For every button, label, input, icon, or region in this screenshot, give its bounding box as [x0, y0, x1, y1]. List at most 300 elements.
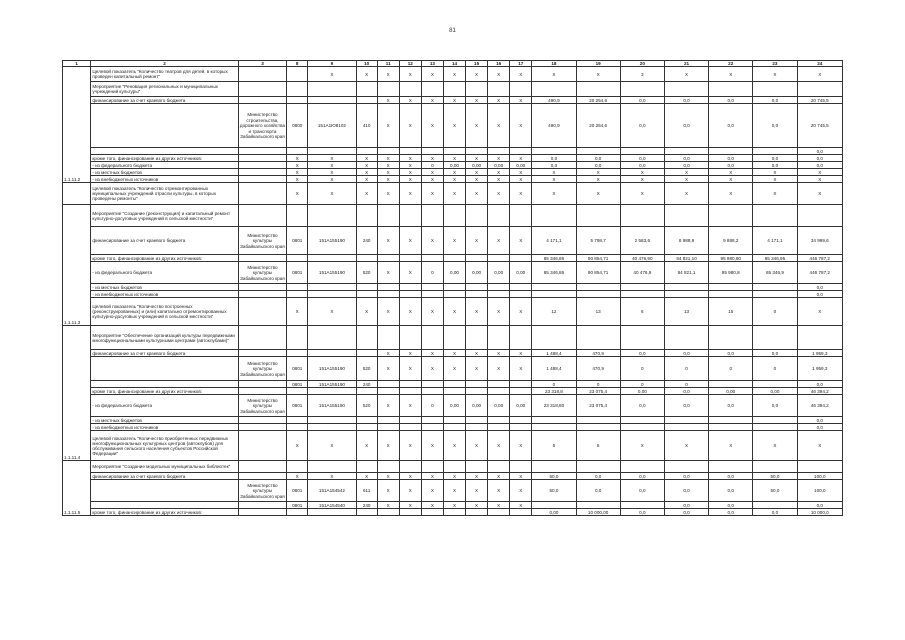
table-cell: Х — [510, 176, 532, 183]
table-cell: Х — [377, 67, 399, 82]
table-cell — [797, 326, 842, 350]
column-number-header: 20 — [620, 61, 664, 67]
table-cell — [664, 424, 708, 431]
table-cell: 0 — [421, 162, 443, 169]
table-cell: 0,0 — [664, 473, 708, 480]
table-cell: Х — [753, 431, 797, 461]
row-description: финансирование за счет краевого бюджета — [91, 227, 238, 255]
table-cell — [421, 326, 443, 350]
table-cell — [377, 509, 399, 516]
table-cell — [797, 205, 842, 227]
table-cell: Х — [421, 67, 443, 82]
table-cell — [576, 291, 620, 298]
table-cell — [664, 82, 708, 97]
table-cell — [308, 82, 356, 97]
table-cell: 446 787,2 — [797, 255, 842, 262]
responsible-executor — [238, 176, 286, 183]
table-cell: Х — [377, 227, 399, 255]
row-description — [91, 381, 238, 388]
table-cell: Х — [753, 67, 797, 82]
table-cell — [287, 461, 308, 473]
table-cell: 151А155190 — [308, 357, 356, 381]
table-cell — [356, 148, 377, 155]
table-cell — [709, 284, 753, 291]
table-cell: Х — [356, 169, 377, 176]
table-cell: 0,0 — [753, 97, 797, 104]
table-cell: Х — [308, 162, 356, 169]
table-cell: Х — [356, 176, 377, 183]
table-cell: Х — [576, 176, 620, 183]
table-cell: 0,00 — [466, 162, 488, 169]
table-cell: 46 394,2 — [797, 395, 842, 417]
table-cell: Х — [287, 183, 308, 205]
table-cell — [709, 291, 753, 298]
row-description: финансирование за счет краевого бюджета — [91, 473, 238, 480]
table-cell — [421, 509, 443, 516]
table-row — [63, 298, 843, 326]
row-description — [91, 502, 238, 509]
column-number-header: 16 — [488, 61, 510, 67]
column-number-header: 23 — [753, 61, 797, 67]
table-cell: 0,0 — [709, 395, 753, 417]
table-cell: Х — [399, 104, 421, 148]
table-cell: Х — [797, 169, 842, 176]
table-cell: Х — [488, 67, 510, 82]
table-cell — [443, 284, 465, 291]
table-cell: Х — [377, 104, 399, 148]
table-cell: Х — [664, 169, 708, 176]
table-cell — [620, 284, 664, 291]
table-cell: Х — [399, 183, 421, 205]
table-cell: Х — [399, 176, 421, 183]
table-cell: 0,0 — [709, 502, 753, 509]
responsible-executor — [238, 82, 286, 97]
table-cell: Х — [287, 155, 308, 162]
table-cell — [443, 255, 465, 262]
table-cell: Х — [709, 67, 753, 82]
table-cell — [356, 461, 377, 473]
table-cell — [287, 326, 308, 350]
table-cell — [466, 82, 488, 97]
row-description — [91, 357, 238, 381]
table-cell — [377, 388, 399, 395]
responsible-executor — [238, 388, 286, 395]
table-cell — [443, 205, 465, 227]
table-cell — [532, 148, 576, 155]
responsible-executor — [238, 183, 286, 205]
row-description: - из местных бюджетов — [91, 284, 238, 291]
table-cell: Х — [488, 473, 510, 480]
table-cell: Х — [308, 169, 356, 176]
table-row — [63, 480, 843, 502]
table-cell — [664, 461, 708, 473]
table-cell — [488, 461, 510, 473]
table-cell — [664, 417, 708, 424]
table-cell: Х — [421, 298, 443, 326]
table-row — [63, 262, 843, 284]
table-cell: Х — [488, 97, 510, 104]
row-description: Мероприятие "Реновация региональных и муниципальных учреждений культуры" — [91, 82, 238, 97]
table-cell: 20 254,6 — [576, 104, 620, 148]
table-cell: Х — [399, 262, 421, 284]
table-cell: Х — [399, 67, 421, 82]
table-row — [63, 395, 843, 417]
table-cell: Х — [399, 298, 421, 326]
table-cell: 151А155190 — [308, 381, 356, 388]
table-cell: Х — [620, 183, 664, 205]
table-cell — [532, 291, 576, 298]
table-row — [63, 502, 843, 509]
table-cell — [620, 461, 664, 473]
table-cell: Х — [443, 104, 465, 148]
table-cell: Х — [797, 431, 842, 461]
table-cell: Х — [466, 473, 488, 480]
table-cell — [620, 205, 664, 227]
table-cell — [399, 424, 421, 431]
row-description: Целевой показатель "Количество отремонтированных муниципальных учреждений отрасли культуры, в которых проведены ремонты" — [91, 183, 238, 205]
table-cell: 0801 — [287, 395, 308, 417]
table-cell — [287, 417, 308, 424]
table-cell: 0,0 — [709, 162, 753, 169]
table-cell: Х — [377, 298, 399, 326]
table-cell: 0,00 — [709, 388, 753, 395]
table-cell: Х — [664, 67, 708, 82]
table-cell: 0,0 — [664, 155, 708, 162]
row-description: кроме того, финансирование из других источников: — [91, 155, 238, 162]
table-cell: 0,0 — [620, 104, 664, 148]
table-cell — [308, 461, 356, 473]
table-cell: 85 346,86 — [532, 262, 576, 284]
table-row — [63, 350, 843, 357]
table-cell — [377, 326, 399, 350]
table-cell — [510, 417, 532, 424]
table-cell: Х — [466, 97, 488, 104]
table-cell: Х — [488, 169, 510, 176]
column-number-header: 15 — [466, 61, 488, 67]
table-cell — [664, 148, 708, 155]
table-cell: Х — [797, 298, 842, 326]
table-cell — [532, 82, 576, 97]
table-cell — [664, 326, 708, 350]
table-cell: Х — [488, 104, 510, 148]
responsible-executor: Министерство культуры Забайкальского края — [238, 357, 286, 381]
table-row — [63, 155, 843, 162]
column-number-header: 12 — [399, 61, 421, 67]
responsible-executor — [238, 169, 286, 176]
table-cell — [753, 424, 797, 431]
table-cell: 0,0 — [664, 480, 708, 502]
table-cell: 0,0 — [620, 480, 664, 502]
row-description: - из федерального бюджета — [91, 162, 238, 169]
table-cell: 0801 — [287, 381, 308, 388]
table-cell: 4 171,1 — [532, 227, 576, 255]
table-cell: 46 394,2 — [797, 388, 842, 395]
table-cell — [576, 284, 620, 291]
table-cell: 0,0 — [709, 509, 753, 516]
table-cell — [510, 82, 532, 97]
table-cell: Х — [709, 183, 753, 205]
table-cell: 90 854,71 — [576, 255, 620, 262]
table-cell — [797, 82, 842, 97]
table-cell: 95 980,8 — [709, 262, 753, 284]
row-description: - из внебюджетных источников — [91, 291, 238, 298]
responsible-executor — [238, 509, 286, 516]
table-cell: Х — [532, 169, 576, 176]
table-cell — [753, 82, 797, 97]
table-cell: 0 — [421, 395, 443, 417]
table-cell — [488, 388, 510, 395]
table-row — [63, 388, 843, 395]
responsible-executor — [238, 97, 286, 104]
table-cell — [287, 509, 308, 516]
table-cell — [308, 388, 356, 395]
table-cell — [510, 205, 532, 227]
table-cell: 0800 — [287, 104, 308, 148]
table-cell: Х — [356, 298, 377, 326]
table-cell: 0,0 — [797, 148, 842, 155]
table-cell: Х — [466, 502, 488, 509]
table-cell — [287, 97, 308, 104]
table-cell — [287, 284, 308, 291]
table-body — [63, 67, 843, 516]
table-cell: Х — [466, 169, 488, 176]
table-row — [63, 381, 843, 388]
table-cell: 0 — [532, 381, 576, 388]
row-description: финансирование за счет краевого бюджета — [91, 97, 238, 104]
table-cell — [308, 424, 356, 431]
table-cell: 0,00 — [466, 262, 488, 284]
table-cell — [443, 424, 465, 431]
responsible-executor — [238, 255, 286, 262]
table-cell: Х — [443, 97, 465, 104]
table-cell: 0,0 — [664, 395, 708, 417]
table-cell: Х — [488, 480, 510, 502]
table-cell: 10 000,00 — [576, 509, 620, 516]
table-cell: 0 — [576, 381, 620, 388]
table-cell: Х — [443, 169, 465, 176]
row-description — [91, 104, 238, 148]
row-description: - из внебюджетных источников — [91, 176, 238, 183]
table-row — [63, 473, 843, 480]
table-cell: Х — [620, 176, 664, 183]
table-row — [63, 255, 843, 262]
responsible-executor: Министерство строительства, дорожного хозяйства и транспорта Забайкальского края — [238, 104, 286, 148]
table-cell: Х — [308, 155, 356, 162]
table-cell — [488, 284, 510, 291]
responsible-executor — [238, 461, 286, 473]
table-cell: 151А155190 — [308, 395, 356, 417]
table-cell — [466, 291, 488, 298]
table-cell: 240 — [356, 227, 377, 255]
column-number-header: 22 — [709, 61, 753, 67]
table-cell — [620, 326, 664, 350]
column-number-header: 1 — [63, 61, 91, 67]
table-cell — [576, 424, 620, 431]
table-cell: Х — [377, 155, 399, 162]
table-cell — [377, 284, 399, 291]
table-cell: Х — [488, 227, 510, 255]
table-cell: 15 — [709, 298, 753, 326]
table-cell: 0,0 — [620, 97, 664, 104]
table-cell: 0,0 — [753, 104, 797, 148]
table-cell: Х — [308, 176, 356, 183]
table-cell: 0,0 — [664, 162, 708, 169]
table-cell — [510, 461, 532, 473]
table-cell: Х — [421, 357, 443, 381]
table-cell: Х — [753, 183, 797, 205]
table-cell — [287, 205, 308, 227]
table-cell — [797, 461, 842, 473]
table-cell: 100,0 — [797, 473, 842, 480]
table-cell: Х — [466, 67, 488, 82]
table-cell: Х — [399, 502, 421, 509]
program-activities-table — [62, 60, 843, 516]
table-cell: Х — [510, 480, 532, 502]
column-number-header: 8 — [287, 61, 308, 67]
table-cell: Х — [576, 169, 620, 176]
table-cell: Х — [377, 169, 399, 176]
table-cell: 0,0 — [532, 155, 576, 162]
table-cell: 0,00 — [443, 262, 465, 284]
table-cell — [308, 350, 356, 357]
activity-code — [63, 183, 91, 205]
table-cell: 0 — [620, 381, 664, 388]
table-cell — [421, 417, 443, 424]
table-cell — [753, 417, 797, 424]
table-cell: 240 — [356, 381, 377, 388]
table-cell — [356, 291, 377, 298]
responsible-executor: Министерство культуры Забайкальского края — [238, 395, 286, 417]
table-cell: Х — [443, 67, 465, 82]
table-cell — [399, 417, 421, 424]
table-cell — [488, 424, 510, 431]
table-cell — [620, 291, 664, 298]
table-cell — [308, 509, 356, 516]
table-cell — [709, 82, 753, 97]
table-cell — [664, 205, 708, 227]
table-cell: 151А154542 — [308, 480, 356, 502]
page-number: 81 — [449, 28, 456, 34]
table-cell: Х — [664, 183, 708, 205]
table-row — [63, 417, 843, 424]
table-cell: 5 — [576, 431, 620, 461]
table-cell: Х — [399, 357, 421, 381]
table-cell — [488, 417, 510, 424]
table-row — [63, 97, 843, 104]
table-cell: 5 798,7 — [576, 227, 620, 255]
table-cell — [466, 388, 488, 395]
table-cell: 0 — [709, 357, 753, 381]
table-cell: Х — [421, 97, 443, 104]
table-cell: 0,0 — [753, 155, 797, 162]
responsible-executor — [238, 424, 286, 431]
table-cell: 0,0 — [753, 509, 797, 516]
table-cell — [620, 417, 664, 424]
table-cell — [377, 255, 399, 262]
table-cell: Х — [466, 183, 488, 205]
table-cell — [377, 82, 399, 97]
table-cell — [709, 381, 753, 388]
table-cell: 23 075,4 — [576, 388, 620, 395]
table-cell: Х — [399, 480, 421, 502]
table-cell: 0,0 — [797, 502, 842, 509]
table-cell: 0,0 — [532, 162, 576, 169]
table-cell: Х — [443, 431, 465, 461]
table-cell: 23 318,8 — [532, 388, 576, 395]
column-number-header: 24 — [797, 61, 842, 67]
table-cell — [620, 148, 664, 155]
table-row — [63, 284, 843, 291]
table-cell: Х — [399, 97, 421, 104]
table-cell: Х — [287, 473, 308, 480]
table-cell: 9 888,2 — [709, 227, 753, 255]
table-cell — [287, 350, 308, 357]
table-cell — [488, 205, 510, 227]
table-cell: Х — [443, 227, 465, 255]
table-row — [63, 326, 843, 350]
table-cell: 40 476,90 — [620, 255, 664, 262]
responsible-executor — [238, 67, 286, 82]
table-cell: 0,0 — [620, 473, 664, 480]
table-row — [63, 227, 843, 255]
table-cell — [510, 388, 532, 395]
table-cell: 0 — [753, 357, 797, 381]
column-number-header: 21 — [664, 61, 708, 67]
table-cell: Х — [443, 176, 465, 183]
table-cell — [488, 255, 510, 262]
table-cell: Х — [399, 473, 421, 480]
table-cell — [356, 284, 377, 291]
table-cell: Х — [308, 473, 356, 480]
table-cell: 20 745,5 — [797, 97, 842, 104]
table-cell — [308, 284, 356, 291]
table-cell: 0,00 — [510, 262, 532, 284]
table-cell: 65 346,95 — [753, 255, 797, 262]
table-cell: Х — [466, 176, 488, 183]
table-cell — [532, 326, 576, 350]
table-cell: 1 488,4 — [532, 357, 576, 381]
table-row — [63, 176, 843, 183]
table-cell: Х — [443, 473, 465, 480]
table-cell: Х — [377, 473, 399, 480]
table-cell: 1 488,4 — [532, 350, 576, 357]
table-cell: 0,0 — [753, 350, 797, 357]
table-cell: Х — [620, 169, 664, 176]
responsible-executor — [238, 284, 286, 291]
table-cell: Х — [709, 431, 753, 461]
table-cell: 0 — [421, 262, 443, 284]
table-cell: 95 980,80 — [709, 255, 753, 262]
table-cell — [443, 291, 465, 298]
responsible-executor — [238, 162, 286, 169]
table-cell: 100,0 — [797, 480, 842, 502]
column-number-header: 14 — [443, 61, 465, 67]
table-cell: 0,0 — [664, 502, 708, 509]
table-cell: Х — [466, 298, 488, 326]
table-cell — [377, 417, 399, 424]
table-cell: 3 — [620, 67, 664, 82]
table-cell: Х — [443, 502, 465, 509]
table-cell: Х — [443, 357, 465, 381]
table-cell — [620, 424, 664, 431]
table-cell: 50,0 — [753, 480, 797, 502]
row-description — [91, 148, 238, 155]
table-cell — [466, 461, 488, 473]
table-row — [63, 431, 843, 461]
table-row — [63, 82, 843, 97]
responsible-executor: Министерство культуры Забайкальского края — [238, 262, 286, 284]
table-cell — [399, 291, 421, 298]
